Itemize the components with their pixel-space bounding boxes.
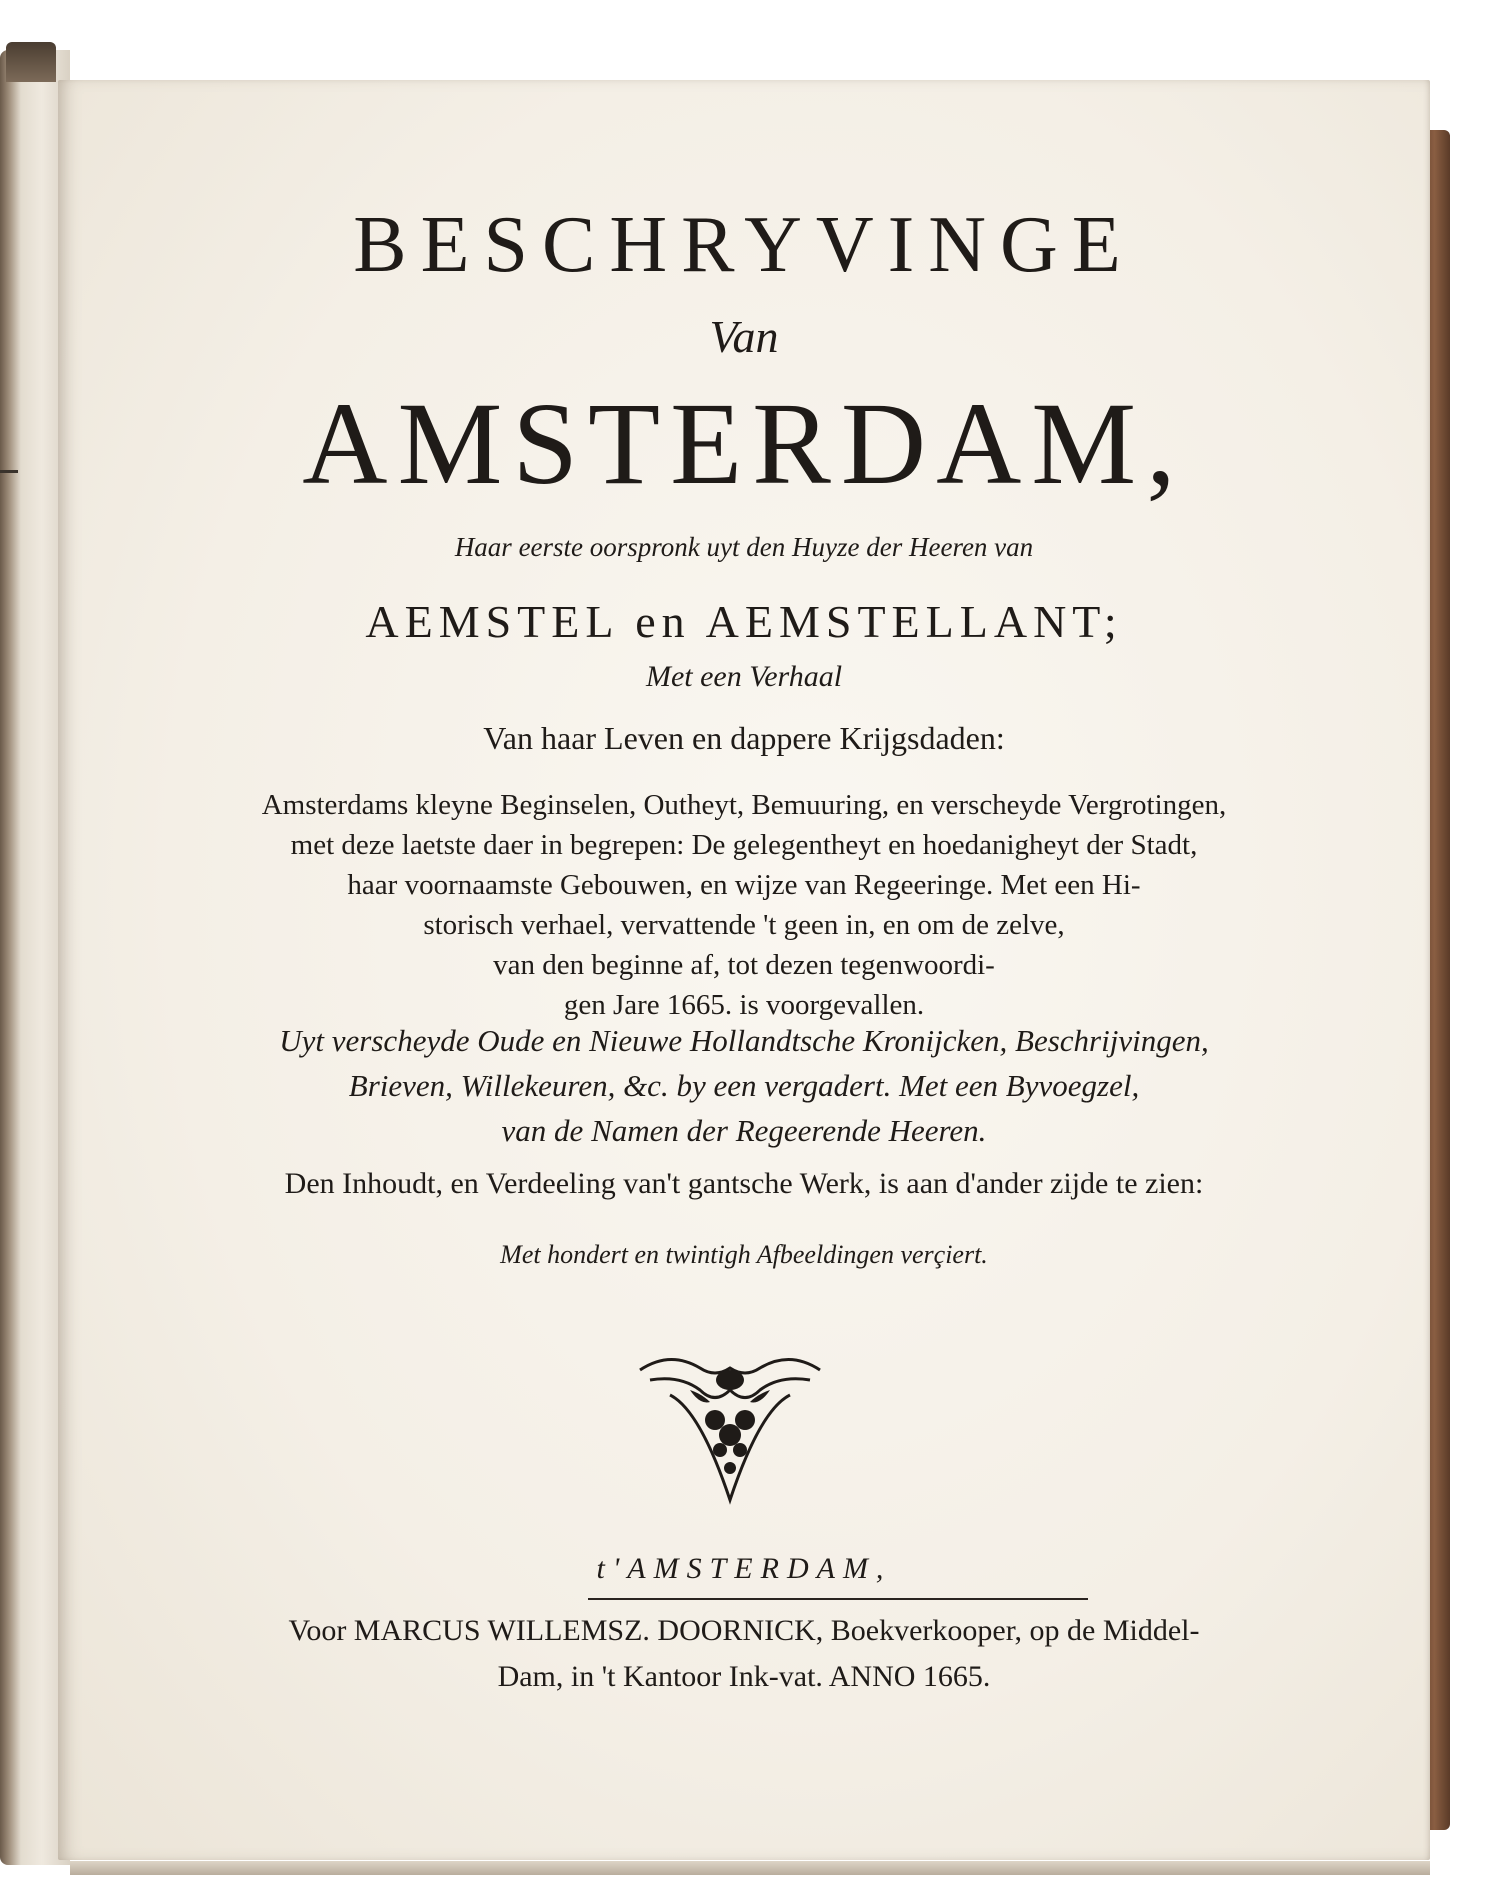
lords-line: AEMSTEL en AEMSTELLANT; (365, 596, 1123, 647)
page-edges (70, 1861, 1430, 1875)
imprint-line: Voor MARCUS WILLEMSZ. DOORNICK, Boekverkooper, op de Middel- (288, 1614, 1200, 1647)
leven-line: Van haar Leven en dappere Krijgsdaden: (483, 720, 1005, 756)
description-line: gen Jare 1665. is voorgevallen. (563, 989, 925, 1021)
binding-mark (0, 470, 18, 473)
imprint-rule (588, 1598, 1088, 1600)
imprint-line: Dam, in 't Kantoor Ink-vat. ANNO 1665. (497, 1660, 991, 1693)
main-title-city: AMSTERDAM, (302, 378, 1186, 509)
description-line: van den beginne af, tot dezen tegenwoordi- (493, 949, 995, 981)
imprint-paragraph (58, 1608, 1430, 1700)
contents-note: Den Inhoudt, en Verdeeling van't gantsche Werk, is aan d'ander zijde te zien: (284, 1167, 1204, 1200)
book (0, 40, 1450, 1875)
description-line: Amsterdams kleyne Beginselen, Outheyt, Bemuuring, en verscheyde Vergrotingen, (261, 789, 1227, 821)
origin-line: Haar eerste oorspronk uyt den Huyze der Heeren van (454, 532, 1034, 562)
sources-line: Uyt verscheyde Oude en Nieuwe Hollandtsche Kronijcken, Beschrijvingen, (279, 1023, 1209, 1058)
sources-paragraph (58, 1018, 1430, 1153)
main-title: BESCHRYVINGE (353, 201, 1135, 289)
verhaal-line: Met een Verhaal (645, 660, 843, 693)
description-line: storisch verhael, vervattende 't geen in, en om de zelve, (423, 909, 1065, 941)
illustrations-note: Met hondert en twintigh Afbeeldingen verçiert. (500, 1240, 988, 1269)
description-line: met deze laetste daer in begrepen: De gelegentheyt en hoedanigheyt der Stadt, (290, 829, 1198, 861)
title-van: Van (709, 311, 779, 362)
sources-line: Brieven, Willekeuren, &c. by een vergadert. Met een Byvoegzel, (348, 1068, 1140, 1103)
sources-line: van de Namen der Regeerende Heeren. (501, 1113, 987, 1148)
description-paragraph (58, 785, 1430, 1025)
imprint-city: t'AMSTERDAM, (596, 1552, 892, 1585)
floral-ornament-icon (630, 1350, 830, 1510)
description-line: haar voornaamste Gebouwen, en wijze van Regeeringe. Met een Hi- (347, 869, 1141, 901)
binding-headcap (6, 42, 56, 82)
